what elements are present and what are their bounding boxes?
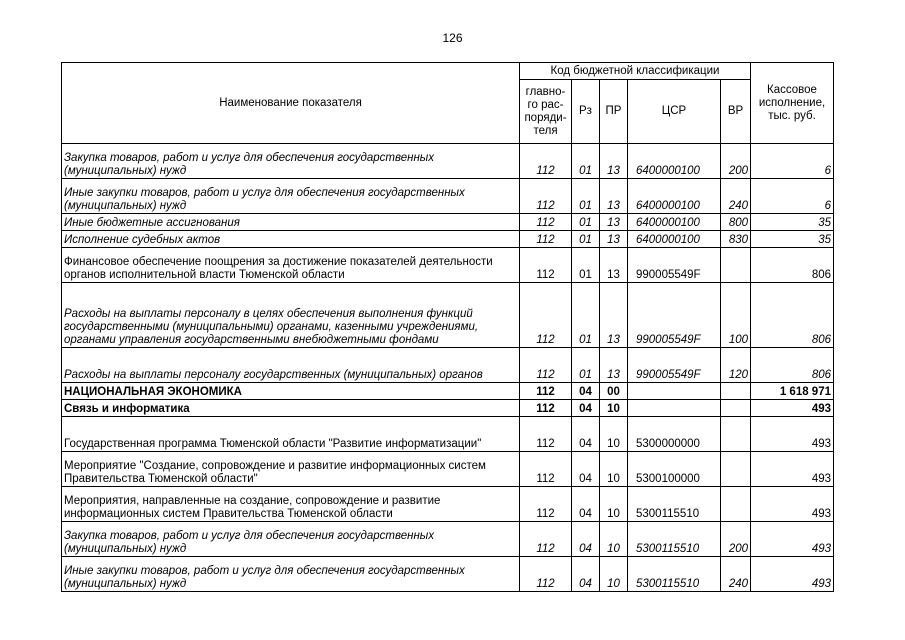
row-rz-cell: 04	[572, 400, 600, 417]
row-sum-cell: 493	[751, 487, 834, 522]
row-csr-cell: 5300115510	[628, 487, 721, 522]
row-glav-cell: 112	[520, 348, 572, 383]
row-glav-cell: 112	[520, 417, 572, 452]
row-name-cell: Иные закупки товаров, работ и услуг для обеспечения государственных (муниципальных) нужд	[62, 557, 520, 592]
row-name-cell: Финансовое обеспечение поощрения за достижение показателей деятельности органов исполнительной власти Тюменской области	[62, 248, 520, 283]
row-pr-cell: 13	[600, 283, 628, 348]
row-rz-cell: 01	[572, 283, 600, 348]
row-name-cell: Расходы на выплаты персоналу в целях обеспечения выполнения функций государственными (муниципальными) органами, казенными учреждениями, органами управления государственными внебюджетными фондами	[62, 283, 520, 348]
table-row	[62, 248, 834, 283]
row-csr-cell: 6400000100	[628, 179, 721, 214]
page-number: 126	[442, 31, 463, 45]
row-sum-cell: 493	[751, 452, 834, 487]
row-pr-cell: 10	[600, 417, 628, 452]
row-glav-cell: 112	[520, 231, 572, 248]
row-csr-cell: 5300000000	[628, 417, 721, 452]
row-vr-cell: 100	[721, 283, 751, 348]
table-row	[62, 452, 834, 487]
header-glav: главно-го рас-поряди-теля	[520, 80, 572, 144]
row-vr-cell: 240	[721, 179, 751, 214]
row-csr-cell: 6400000100	[628, 144, 721, 179]
row-pr-cell: 10	[600, 557, 628, 592]
row-pr-cell: 10	[600, 522, 628, 557]
row-glav-cell: 112	[520, 400, 572, 417]
row-pr-cell: 13	[600, 214, 628, 231]
header-name: Наименование показателя	[62, 63, 520, 144]
table-row	[62, 348, 834, 383]
row-csr-cell	[628, 383, 721, 400]
row-sum-cell: 493	[751, 400, 834, 417]
row-glav-cell: 112	[520, 248, 572, 283]
row-glav-cell: 112	[520, 487, 572, 522]
row-glav-cell: 112	[520, 383, 572, 400]
row-sum-cell: 6	[751, 144, 834, 179]
row-name-cell: Мероприятие "Создание, сопровождение и развитие информационных систем Правительства Тюменской области"	[62, 452, 520, 487]
row-sum-cell: 493	[751, 557, 834, 592]
row-rz-cell: 04	[572, 383, 600, 400]
table-row	[62, 283, 834, 348]
row-sum-cell: 493	[751, 417, 834, 452]
row-pr-cell: 13	[600, 231, 628, 248]
table-row	[62, 557, 834, 592]
row-rz-cell: 01	[572, 179, 600, 214]
row-csr-cell	[628, 400, 721, 417]
row-pr-cell: 10	[600, 452, 628, 487]
row-glav-cell: 112	[520, 522, 572, 557]
row-pr-cell: 13	[600, 179, 628, 214]
row-glav-cell: 112	[520, 144, 572, 179]
table-row	[62, 522, 834, 557]
row-vr-cell	[721, 400, 751, 417]
row-csr-cell: 990005549F	[628, 283, 721, 348]
row-rz-cell: 01	[572, 231, 600, 248]
row-csr-cell: 990005549F	[628, 248, 721, 283]
row-vr-cell	[721, 487, 751, 522]
row-csr-cell: 5300115510	[628, 557, 721, 592]
row-rz-cell: 04	[572, 452, 600, 487]
row-sum-cell: 806	[751, 248, 834, 283]
row-vr-cell: 200	[721, 522, 751, 557]
row-glav-cell: 112	[520, 179, 572, 214]
row-vr-cell: 120	[721, 348, 751, 383]
header-csr: ЦСР	[628, 80, 721, 144]
row-vr-cell	[721, 383, 751, 400]
row-vr-cell: 830	[721, 231, 751, 248]
row-vr-cell	[721, 452, 751, 487]
table-row	[62, 487, 834, 522]
row-csr-cell: 990005549F	[628, 348, 721, 383]
row-rz-cell: 01	[572, 144, 600, 179]
row-sum-cell: 1 618 971	[751, 383, 834, 400]
table-row	[62, 179, 834, 214]
row-pr-cell: 10	[600, 487, 628, 522]
row-sum-cell: 35	[751, 231, 834, 248]
row-name-cell: Расходы на выплаты персоналу государственных (муниципальных) органов	[62, 348, 520, 383]
budget-table	[61, 62, 834, 592]
row-csr-cell: 5300115510	[628, 522, 721, 557]
row-vr-cell	[721, 248, 751, 283]
row-csr-cell: 6400000100	[628, 231, 721, 248]
table-row	[62, 383, 834, 400]
row-name-cell: Связь и информатика	[62, 400, 520, 417]
row-rz-cell: 01	[572, 248, 600, 283]
header-vr: ВР	[721, 80, 751, 144]
row-rz-cell: 01	[572, 214, 600, 231]
row-name-cell: Иные бюджетные ассигнования	[62, 214, 520, 231]
row-rz-cell: 04	[572, 417, 600, 452]
header-rz: Рз	[572, 80, 600, 144]
row-sum-cell: 806	[751, 348, 834, 383]
row-name-cell: Закупка товаров, работ и услуг для обеспечения государственных (муниципальных) нужд	[62, 522, 520, 557]
header-classification-group: Код бюджетной классификации	[520, 63, 751, 80]
row-rz-cell: 04	[572, 522, 600, 557]
row-pr-cell: 13	[600, 144, 628, 179]
header-sum: Кассовое исполнение, тыс. руб.	[751, 63, 834, 144]
header-pr: ПР	[600, 80, 628, 144]
row-rz-cell: 01	[572, 348, 600, 383]
row-pr-cell: 13	[600, 248, 628, 283]
row-vr-cell: 240	[721, 557, 751, 592]
table-row	[62, 400, 834, 417]
row-glav-cell: 112	[520, 214, 572, 231]
row-sum-cell: 35	[751, 214, 834, 231]
row-sum-cell: 493	[751, 522, 834, 557]
row-sum-cell: 806	[751, 283, 834, 348]
row-vr-cell: 800	[721, 214, 751, 231]
row-glav-cell: 112	[520, 557, 572, 592]
table-row	[62, 214, 834, 231]
row-name-cell: Государственная программа Тюменской области "Развитие информатизации"	[62, 417, 520, 452]
row-rz-cell: 04	[572, 487, 600, 522]
row-pr-cell: 13	[600, 348, 628, 383]
row-csr-cell: 5300100000	[628, 452, 721, 487]
row-glav-cell: 112	[520, 452, 572, 487]
row-vr-cell	[721, 417, 751, 452]
row-sum-cell: 6	[751, 179, 834, 214]
row-name-cell: Исполнение судебных актов	[62, 231, 520, 248]
table-row	[62, 417, 834, 452]
row-name-cell: Закупка товаров, работ и услуг для обеспечения государственных (муниципальных) нужд	[62, 144, 520, 179]
row-pr-cell: 10	[600, 400, 628, 417]
row-csr-cell: 6400000100	[628, 214, 721, 231]
row-vr-cell: 200	[721, 144, 751, 179]
table-row	[62, 144, 834, 179]
row-name-cell: Иные закупки товаров, работ и услуг для обеспечения государственных (муниципальных) нужд	[62, 179, 520, 214]
row-name-cell: Мероприятия, направленные на создание, сопровождение и развитие информационных систем Правительства Тюменской области	[62, 487, 520, 522]
row-rz-cell: 04	[572, 557, 600, 592]
table-row	[62, 231, 834, 248]
row-glav-cell: 112	[520, 283, 572, 348]
row-pr-cell: 00	[600, 383, 628, 400]
row-name-cell: НАЦИОНАЛЬНАЯ ЭКОНОМИКА	[62, 383, 520, 400]
